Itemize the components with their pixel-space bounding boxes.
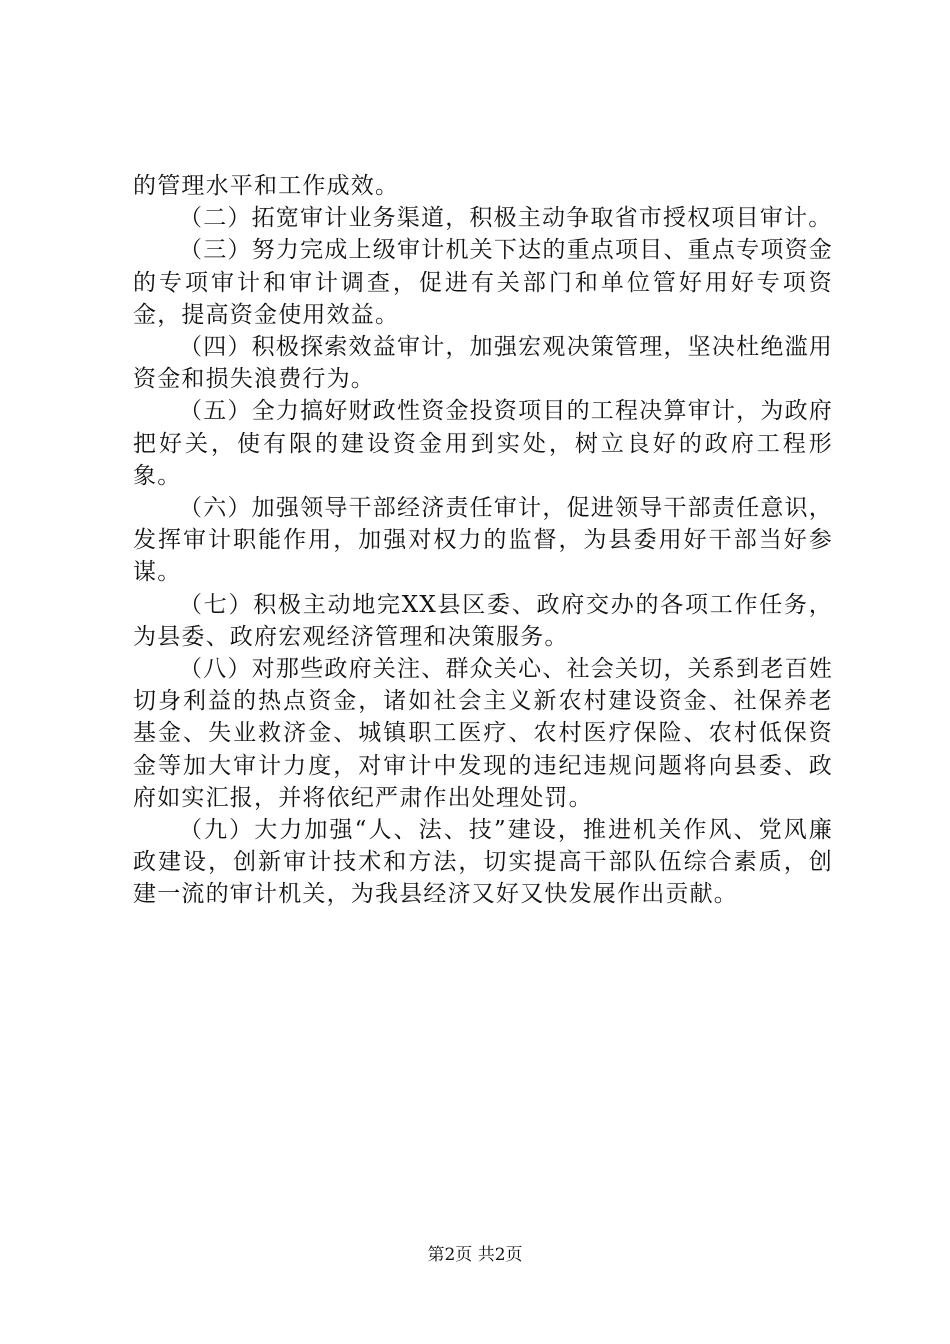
paragraph-item-6: （六）加强领导干部经济责任审计，促进领导干部责任意识，发挥审计职能作用，加强对权力的监督，为县委用好干部当好参谋。 (133, 495, 833, 586)
paragraph-item-2: （二）拓宽审计业务渠道，积极主动争取省市授权项目审计。 (179, 205, 833, 232)
paragraph-item-4: （四）积极探索效益审计，加强宏观决策管理，坚决杜绝滥用资金和损失浪费行为。 (133, 334, 833, 393)
document-body (133, 170, 833, 911)
page-number-label: 第2页 共2页 (427, 1245, 523, 1265)
paragraph-item-9: （九）大力加强“人、法、技”建设，推进机关作风、党风廉政建设，创新审计技术和方法，切实提高干部队伍综合素质，创建一流的审计机关，为我县经济又好又快发展作出贡献。 (133, 817, 833, 908)
paragraph-item-8: （八）对那些政府关注、群众关心、社会关切，关系到老百姓切身利益的热点资金，诸如社会主义新农村建设资金、社保养老基金、失业救济金、城镇职工医疗、农村医疗保险、农村低保资金等加大审计力度，对审计中发现的违纪违规问题将向县委、政府如实汇报，并将依纪严肃作出处理处罚。 (133, 656, 833, 811)
paragraph-item-7: （七）积极主动地完XX县区委、政府交办的各项工作任务，为县委、政府宏观经济管理和决策服务。 (133, 591, 833, 650)
paragraph-item-3: （三）努力完成上级审计机关下达的重点项目、重点专项资金的专项审计和审计调查，促进有关部门和单位管好用好专项资金，提高资金使用效益。 (133, 237, 833, 328)
paragraph-continuation: 的管理水平和工作成效。 (133, 173, 400, 199)
paragraph-item-5: （五）全力搞好财政性资金投资项目的工程决算审计，为政府把好关，使有限的建设资金用到实处，树立良好的政府工程形象。 (133, 398, 833, 489)
page-footer (0, 1244, 950, 1266)
